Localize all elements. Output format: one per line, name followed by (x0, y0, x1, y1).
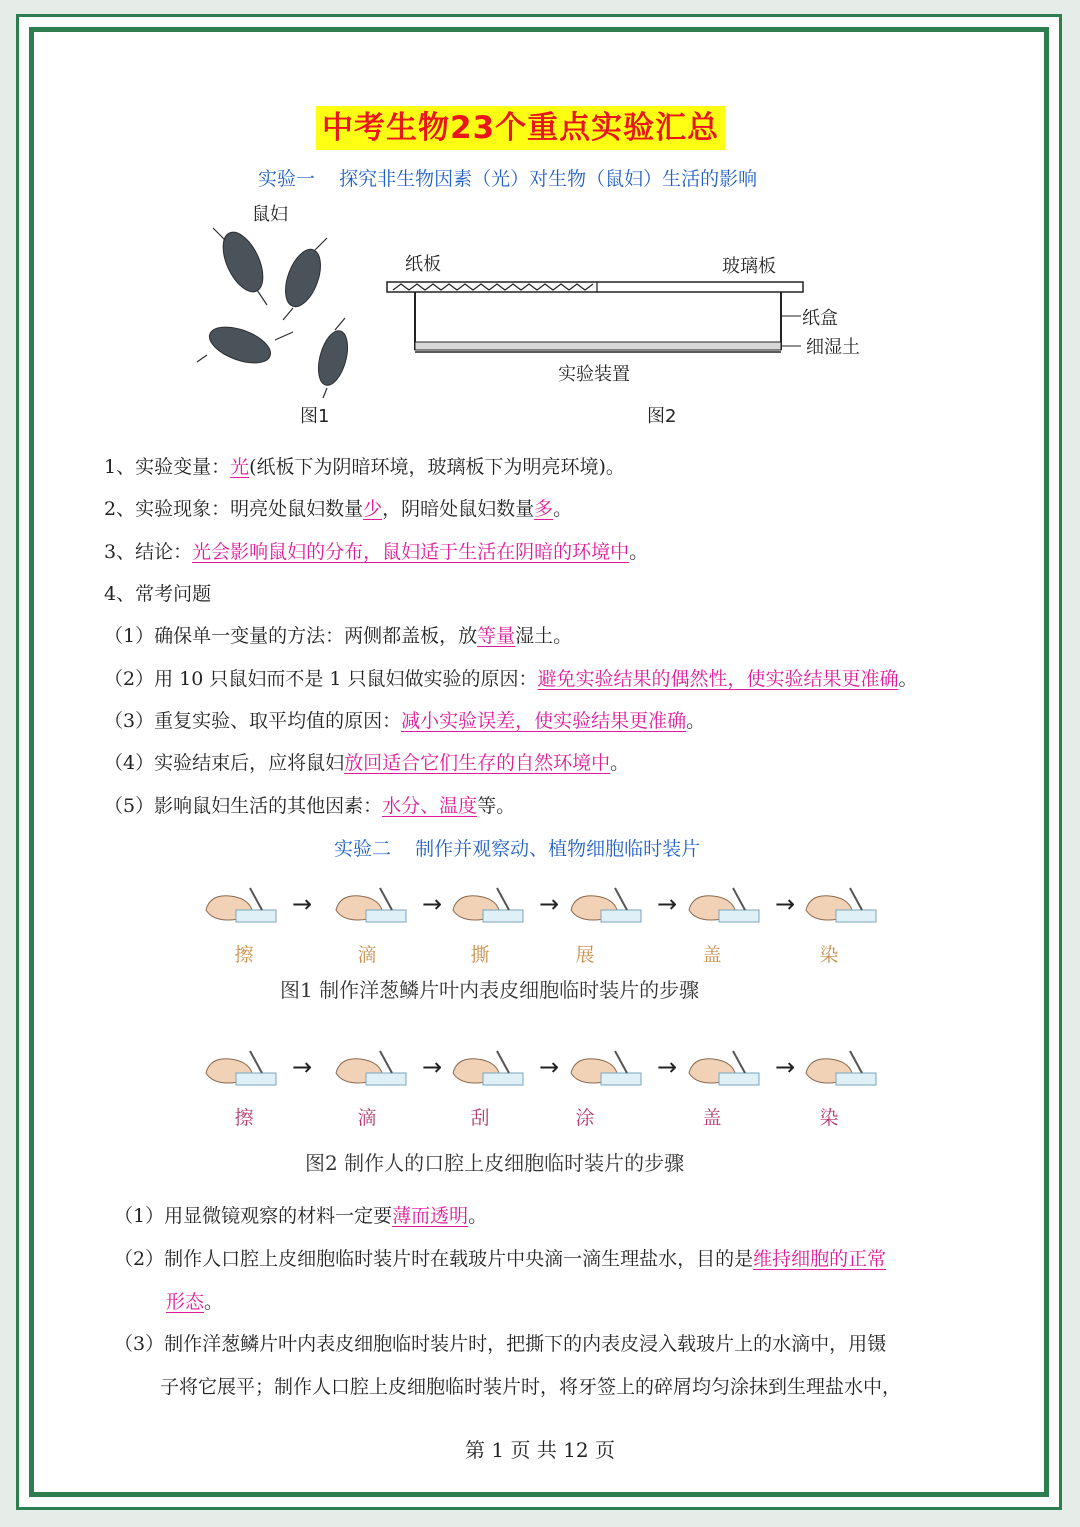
answer-text: 形态 (166, 1291, 205, 1313)
line-text: 。 (468, 1205, 488, 1227)
arrow-icon: → (422, 890, 443, 918)
experiment2-title: 实验二 制作并观察动、植物细胞临时装片 (334, 838, 701, 860)
label-glass-plate: 玻璃板 (722, 256, 776, 277)
arrow-icon: → (422, 1053, 443, 1081)
answer-text: 少 (363, 498, 383, 520)
answer-text: 多 (534, 498, 554, 520)
step-label: 撕 (470, 944, 490, 966)
experiment1-title: 实验一 探究非生物因素（光）对生物（鼠妇）生活的影响 (258, 168, 758, 190)
line-text: 。 (686, 710, 706, 732)
step-label: 擦 (234, 944, 254, 966)
figure2-caption: 图2 (647, 406, 677, 427)
line-text: 2、实验现象：明亮处鼠妇数量 (104, 498, 364, 520)
line-text: （3）制作洋葱鳞片叶内表皮细胞临时装片时，把撕下的内表皮浸入载玻片上的水滴中，用镊 (114, 1333, 887, 1355)
text-line (104, 665, 918, 693)
line-text: 子将它展平；制作人口腔上皮细胞临时装片时，将牙签上的碎屑均匀涂抹到生理盐水中， (160, 1376, 902, 1398)
line-text: 。 (629, 541, 649, 563)
step-illustration (330, 880, 412, 932)
woodlouse-illustration (195, 220, 375, 400)
step-label: 展 (575, 944, 595, 966)
arrow-icon: → (292, 890, 313, 918)
step-illustration (565, 880, 647, 932)
text-line (104, 580, 211, 608)
answer-text: 等量 (477, 625, 516, 647)
onion-steps-caption: 图1 制作洋葱鳞片叶内表皮细胞临时装片的步骤 (280, 978, 700, 1002)
step-label: 盖 (702, 1107, 722, 1129)
line-text: 1、实验变量： (104, 456, 231, 478)
text-line (104, 749, 629, 777)
step-label: 染 (819, 944, 839, 966)
arrow-icon: → (657, 1053, 678, 1081)
line-text: 等。 (477, 795, 516, 817)
text-line (104, 622, 572, 650)
arrow-icon: → (292, 1053, 313, 1081)
text-line (166, 1288, 223, 1316)
text-line (104, 538, 648, 566)
text-line (114, 1245, 886, 1273)
cheek-steps-caption: 图2 制作人的口腔上皮细胞临时装片的步骤 (305, 1151, 685, 1175)
answer-text: 放回适合它们生存的自然环境中 (344, 752, 611, 774)
step-illustration (447, 880, 529, 932)
line-text: （2）用 10 只鼠妇而不是 1 只鼠妇做实验的原因： (104, 668, 538, 690)
line-text: （2）制作人口腔上皮细胞临时装片时在载玻片中央滴一滴生理盐水，目的是 (114, 1248, 754, 1270)
text-line (104, 495, 572, 523)
text-line (104, 453, 625, 481)
line-text: 。 (204, 1291, 224, 1313)
line-text: （1）确保单一变量的方法：两侧都盖板，放 (104, 625, 478, 647)
line-text: 。 (898, 668, 918, 690)
answer-text: 避免实验结果的偶然性，使实验结果更准确 (537, 668, 899, 690)
arrow-icon: → (657, 890, 678, 918)
figure1-caption: 图1 (300, 406, 330, 427)
text-line (114, 1202, 487, 1230)
experiment-setup-diagram (385, 270, 815, 360)
step-illustration (447, 1043, 529, 1095)
text-line (104, 792, 515, 820)
step-illustration (200, 1043, 282, 1095)
label-setup: 实验装置 (558, 364, 630, 385)
arrow-icon: → (539, 1053, 560, 1081)
step-illustration (683, 1043, 765, 1095)
page-title: 中考生物23个重点实验汇总 (316, 106, 725, 150)
step-illustration (330, 1043, 412, 1095)
step-illustration (565, 1043, 647, 1095)
answer-text: 薄而透明 (392, 1205, 469, 1227)
line-text: （3）重复实验、取平均值的原因： (104, 710, 402, 732)
label-moist-soil: 细湿土 (806, 337, 860, 358)
step-label: 擦 (234, 1107, 254, 1129)
answer-text: 光会影响鼠妇的分布，鼠妇适于生活在阴暗的环境中 (192, 541, 630, 563)
step-label: 涂 (575, 1107, 595, 1129)
step-label: 滴 (357, 944, 377, 966)
page-footer: 第 1 页 共 12 页 (465, 1438, 615, 1462)
text-line (114, 1330, 886, 1358)
arrow-icon: → (775, 890, 796, 918)
label-paperboard: 纸板 (405, 254, 441, 275)
line-text: 。 (553, 498, 573, 520)
text-line (160, 1373, 901, 1401)
answer-text: 水分、温度 (382, 795, 478, 817)
line-text: (纸板下为阴暗环境，玻璃板下为明亮环境)。 (249, 456, 625, 478)
step-label: 染 (819, 1107, 839, 1129)
line-text: 湿土。 (515, 625, 573, 647)
step-label: 盖 (702, 944, 722, 966)
step-illustration (800, 1043, 882, 1095)
line-text: 3、结论： (104, 541, 193, 563)
figure1-animal-label: 鼠妇 (252, 204, 288, 225)
arrow-icon: → (539, 890, 560, 918)
step-label: 刮 (470, 1107, 490, 1129)
arrow-icon: → (775, 1053, 796, 1081)
step-illustration (683, 880, 765, 932)
answer-text: 维持细胞的正常 (753, 1248, 887, 1270)
line-text: 。 (610, 752, 630, 774)
line-text: （4）实验结束后，应将鼠妇 (104, 752, 345, 774)
line-text: （5）影响鼠妇生活的其他因素： (104, 795, 383, 817)
step-illustration (200, 880, 282, 932)
text-line (104, 707, 705, 735)
step-illustration (800, 880, 882, 932)
line-text: 4、常考问题 (104, 583, 212, 605)
answer-text: 减小实验误差，使实验结果更准确 (401, 710, 687, 732)
label-paper-box: 纸盒 (802, 308, 838, 329)
step-label: 滴 (357, 1107, 377, 1129)
line-text: ，阴暗处鼠妇数量 (382, 498, 535, 520)
answer-text: 光 (230, 456, 250, 478)
line-text: （1）用显微镜观察的材料一定要 (114, 1205, 393, 1227)
